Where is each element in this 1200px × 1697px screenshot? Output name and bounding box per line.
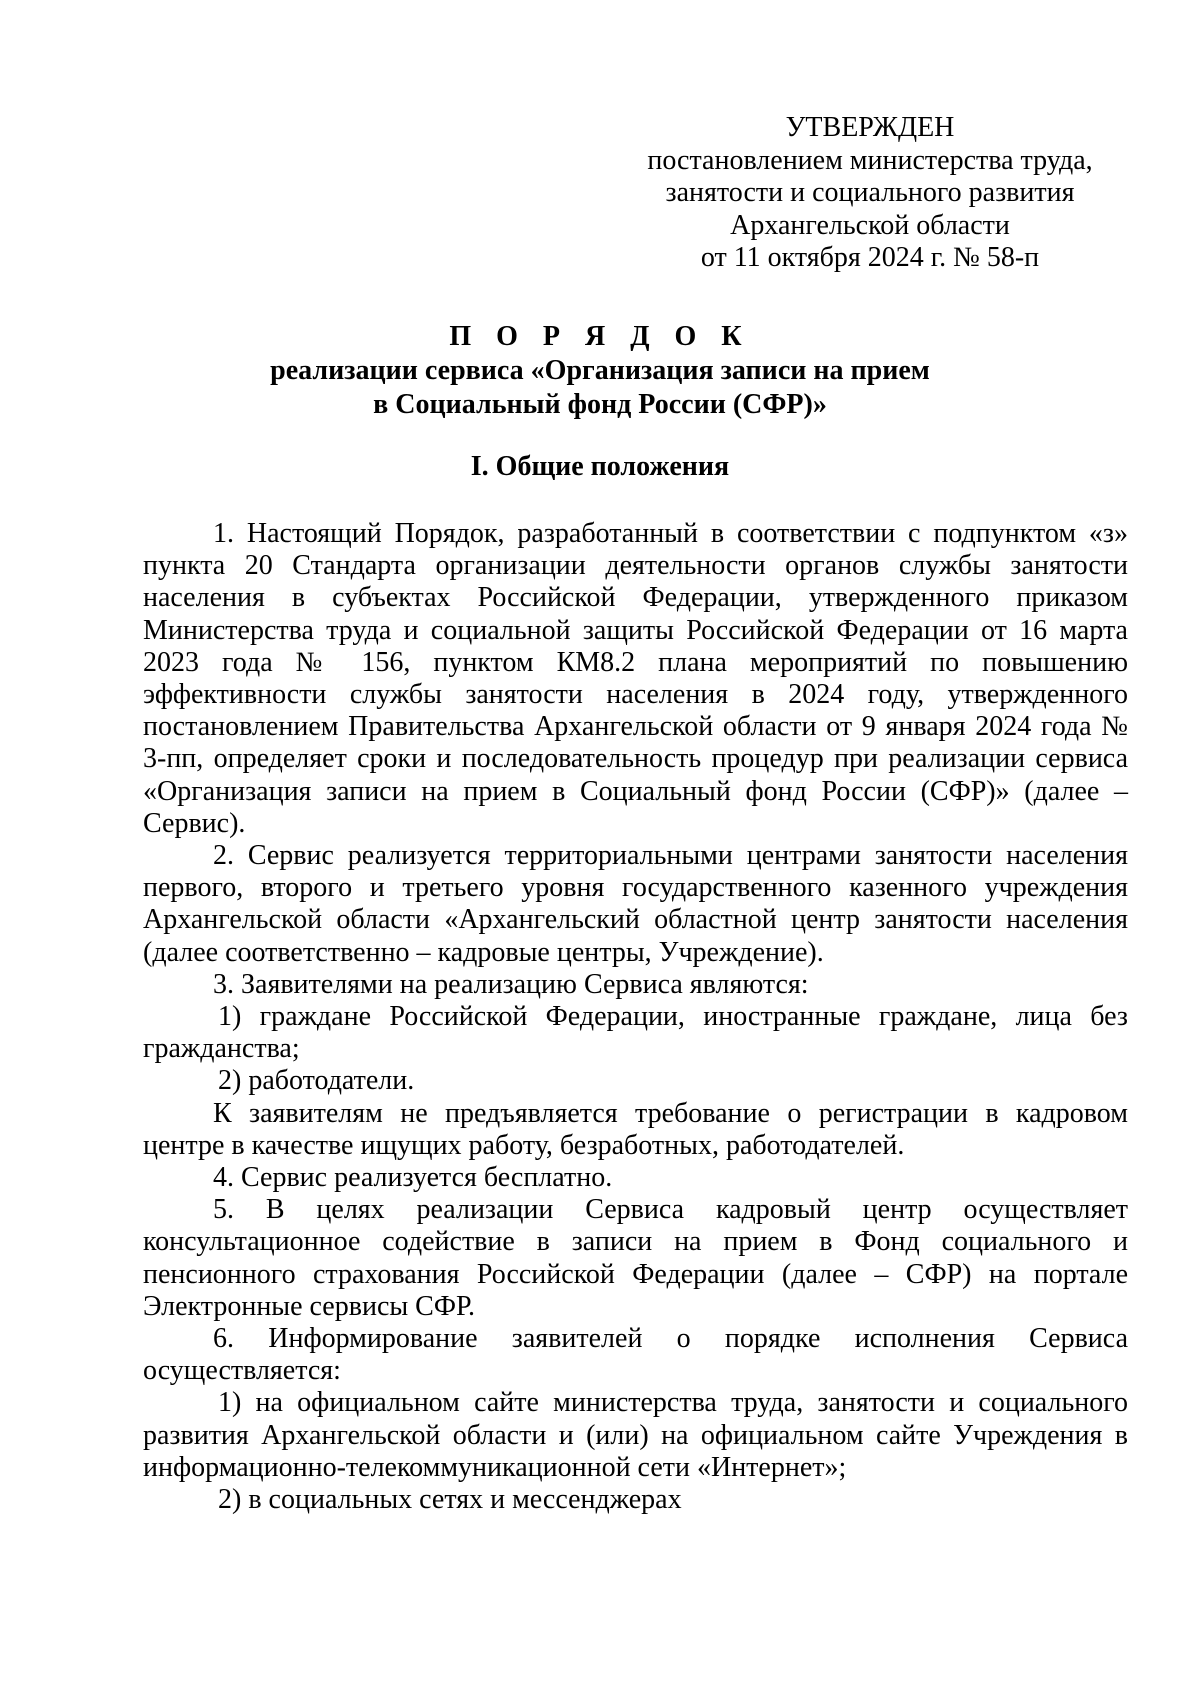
- paragraph-6-item-2: 2) в социальных сетях и мессенджерах: [218, 1484, 682, 1516]
- approval-line: Архангельской области: [730, 209, 1010, 241]
- section-title: I. Общие положения: [470, 451, 730, 482]
- paragraph-3: 3. Заявителями на реализацию Сервиса являются:: [213, 968, 809, 1000]
- approval-stamp: [620, 112, 1120, 275]
- title-line: реализации сервиса «Организация записи на прием: [270, 355, 930, 386]
- document-body: [143, 518, 1128, 1516]
- approval-heading: УТВЕРЖДЕН: [785, 112, 955, 143]
- paragraph-4: 4. Сервис реализуется бесплатно.: [213, 1162, 613, 1194]
- paragraph-3-note: К заявителям не предъявляется требование о регистрации в кадровом центре в качестве ищущих работу, безработных, работодателей.: [143, 1097, 1128, 1161]
- approval-line: постановлением министерства труда,: [647, 144, 1093, 176]
- title-line: в Социальный фонд России (СФР)»: [373, 389, 827, 420]
- approval-date: от 11 октября 2024 г. № 58-п: [700, 242, 1040, 273]
- title-heading: П О Р Я Д О К: [449, 321, 751, 352]
- paragraph-6: 6. Информирование заявителей о порядке исполнения Сервиса осуществляется:: [143, 1323, 1128, 1387]
- paragraph-5: 5. В целях реализации Сервиса кадровый центр осуществляет консультационное содействие в записи на прием в Фонд социального и пенсионного страхования Российской Федерации (далее – СФР) на портале Электронные сервисы СФР.: [143, 1194, 1128, 1322]
- paragraph-3-item-1: 1) граждане Российской Федерации, иностранные граждане, лица без гражданства;: [143, 1001, 1128, 1065]
- paragraph-6-item-1: 1) на официальном сайте министерства труда, занятости и социального развития Архангельской области и (или) на официальном сайте Учреждения в информационно-телекоммуникационной сети «Интернет»;: [143, 1387, 1128, 1483]
- approval-line: занятости и социального развития: [665, 177, 1075, 208]
- document-title: [100, 320, 1100, 422]
- paragraph-2: 2. Сервис реализуется территориальными центрами занятости населения первого, второго и третьего уровня государственного казенного учреждения Архангельской области «Архангельский областной центр занятости населения (далее соответственно – кадровые центры, Учреждение).: [143, 840, 1128, 968]
- paragraph-1: 1. Настоящий Порядок, разработанный в соответствии с подпунктом «з» пункта 20 Стандарта организации деятельности органов службы занятости населения в субъектах Российской Федерации, утвержденного приказом Министерства труда и социальной защиты Российской Федерации от 16 марта 2023 года № 156, пунктом КМ8.2 плана мероприятий по повышению эффективности службы занятости населения в 2024 году, утвержденного постановлением Правительства Архангельской области от 9 января 2024 года № 3-пп, определяет сроки и последовательность процедур при реализации сервиса «Организация записи на прием в Социальный фонд России (СФР)» (далее – Сервис).: [143, 518, 1128, 839]
- paragraph-3-item-2: 2) работодатели.: [218, 1065, 415, 1097]
